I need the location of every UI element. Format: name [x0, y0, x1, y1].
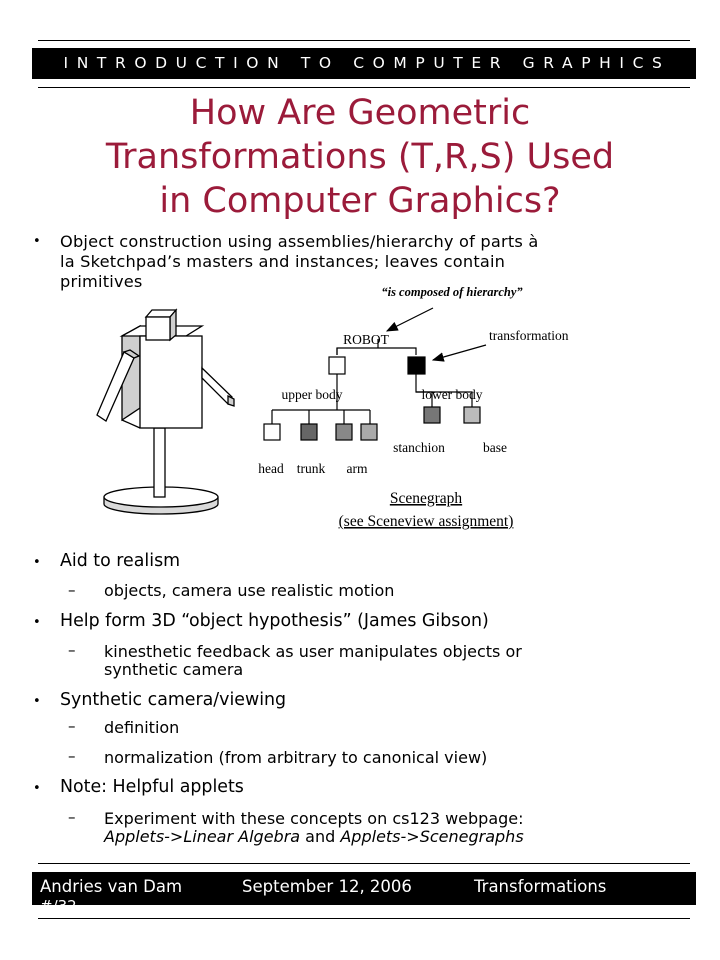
intro-line-2: la Sketchpad’s masters and instances; leaves contain	[60, 252, 506, 271]
footer-author: Andries van Dam	[40, 877, 183, 896]
transformation-arrow	[433, 345, 486, 360]
sub-bullet-dash: –	[68, 581, 76, 599]
head-label: head	[258, 461, 284, 476]
title-line-2: Transformations (T,R,S) Used	[105, 137, 615, 177]
transformation-label: transformation	[489, 328, 569, 343]
sub-text: objects, camera use realistic motion	[104, 581, 395, 600]
robot-body-front	[140, 336, 202, 428]
footer-band	[32, 872, 696, 915]
head-node	[264, 424, 280, 440]
applet-linear-algebra-link: Applets->Linear Algebra	[104, 827, 301, 846]
footer-rule-bottom	[38, 918, 690, 919]
sub-bullet-kinesthetic-line-2	[104, 662, 243, 678]
trunk-label: trunk	[296, 461, 326, 476]
scenegraph-caption: Scenegraph	[389, 490, 463, 507]
bullet-dot: •	[33, 781, 41, 796]
bullet-dot: •	[33, 694, 41, 709]
bullet-dot: •	[33, 555, 41, 570]
sub-bullet-motion	[104, 583, 394, 599]
trunk-node	[301, 424, 317, 440]
footer-topic: Transformations	[474, 877, 607, 896]
upper-body-node	[329, 357, 345, 374]
sub-bullet-kinesthetic-line-1	[104, 644, 522, 660]
sub-text: synthetic camera	[104, 660, 244, 679]
bullet-object-hypothesis: Help form 3D “object hypothesis” (James Gibson)	[60, 611, 489, 631]
sub-bullet-experiment-line-1	[104, 811, 524, 827]
intro-line-1: Object construction using assemblies/hierarchy of parts à	[60, 232, 539, 251]
intro-line-3: primitives	[60, 272, 143, 291]
robot-label: ROBOT	[343, 332, 389, 347]
robot-illustration	[97, 310, 234, 514]
sub-bullet-dash: –	[68, 747, 76, 765]
sub-bullet-definition	[104, 720, 179, 736]
stanchion-label: stanchion	[393, 440, 445, 455]
title-line-3: in Computer Graphics?	[159, 181, 561, 221]
sub-text: kinesthetic feedback as user manipulates objects or	[104, 642, 522, 661]
footer-rule-top	[38, 863, 690, 864]
footer-page-number: #/32	[40, 897, 77, 915]
bullet-aid-to-realism: Aid to realism	[60, 551, 181, 571]
course-title: INTRODUCTION TO COMPUTER GRAPHICS	[63, 54, 671, 72]
robot-head-front	[146, 317, 170, 340]
sub-bullet-dash: –	[68, 717, 76, 735]
arm-node-2	[361, 424, 377, 440]
robot-stanchion	[154, 428, 165, 497]
sub-text: normalization (from arbitrary to canonical view)	[104, 748, 488, 767]
lower-body-node	[408, 357, 425, 374]
bullet-synthetic-camera: Synthetic camera/viewing	[60, 690, 287, 710]
sub-text: and	[300, 827, 341, 846]
title-line-1: How Are Geometric	[189, 93, 531, 133]
sub-bullet-dash: –	[68, 641, 76, 659]
sub-bullet-experiment-line-2	[104, 829, 524, 845]
sub-text: Experiment with these concepts on cs123 webpage:	[104, 809, 524, 828]
sub-bullet-dash: –	[68, 808, 76, 826]
bullet-dot: •	[33, 234, 41, 249]
arm-node-1	[336, 424, 352, 440]
sceneview-caption: (see Sceneview assignment)	[338, 513, 514, 530]
sub-bullet-normalization	[104, 750, 487, 766]
upper-body-label: upper body	[281, 387, 343, 402]
composition-arrow	[387, 308, 433, 331]
footer-date: September 12, 2006	[242, 877, 412, 896]
scenegraph	[258, 285, 568, 530]
base-node	[464, 407, 480, 423]
stanchion-node	[424, 407, 440, 423]
bullet-dot: •	[33, 615, 41, 630]
arm-label: arm	[346, 461, 368, 476]
lower-body-label: lower body	[421, 387, 483, 402]
sub-text: definition	[104, 718, 180, 737]
hierarchy-caption: “is composed of hierarchy”	[381, 285, 523, 299]
base-label: base	[483, 440, 507, 455]
bullet-helpful-applets: Note: Helpful applets	[60, 777, 244, 797]
applet-scenegraphs-link: Applets->Scenegraphs	[340, 827, 524, 846]
